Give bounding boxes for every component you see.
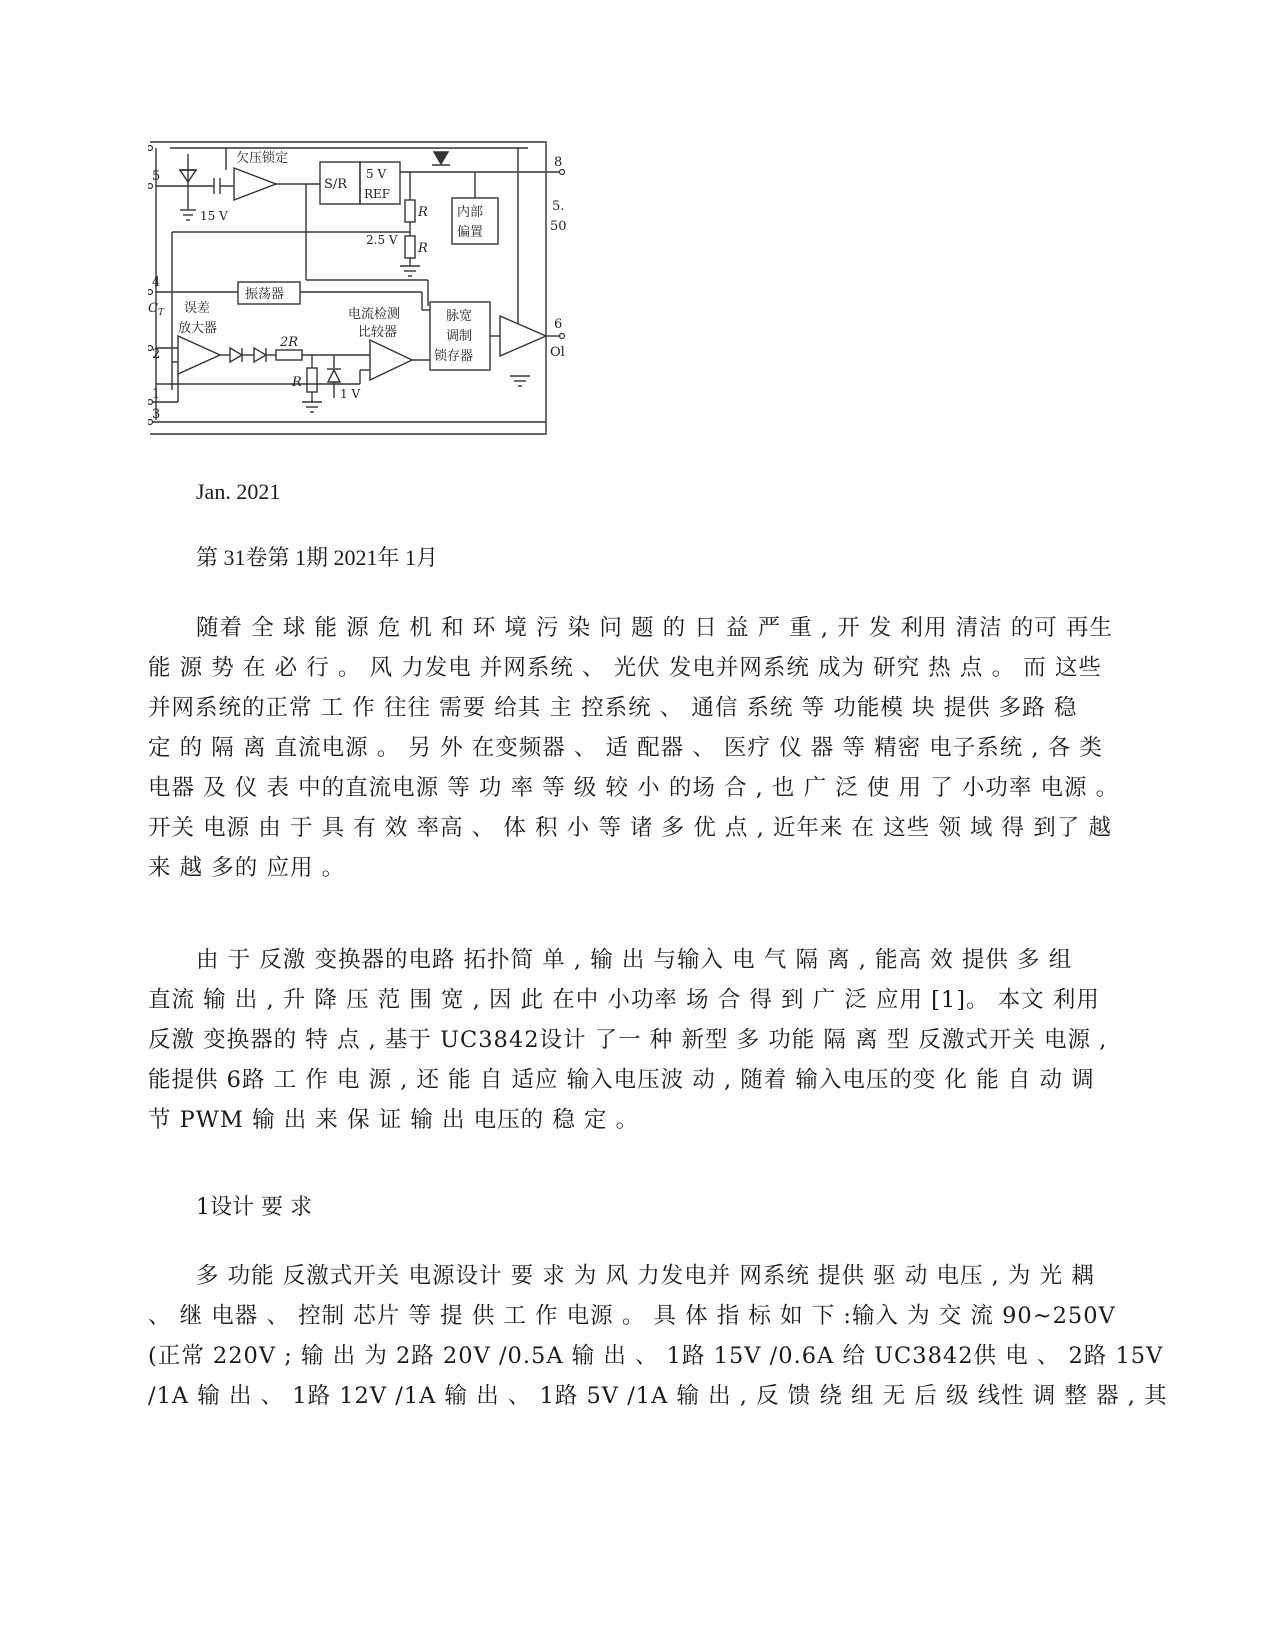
label-cs-2: 比较器 (358, 325, 398, 340)
uc3842-block-diagram (148, 140, 578, 440)
paragraph-line: 反激 变换器的 特 点 , 基于 UC3842设计 了一 种 新型 多 功能 隔 离 型 反激式开关 电源 , (148, 1027, 1108, 1053)
label-ea-1: 误差 (184, 301, 211, 316)
paragraph-flyback (148, 940, 1108, 1140)
label-cs-1: 电流检测 (348, 307, 401, 322)
paragraph-line: 随着 全 球 能 源 危 机 和 环 境 污 染 问 题 的 日 益 严 重 , 开 发 利用 清洁 的可 再生 (196, 615, 1113, 641)
label-15v: 15 V (200, 209, 228, 223)
resistor-r (307, 368, 317, 392)
label-pwm-1: 脉宽 (446, 309, 473, 324)
pin-2-label: 2 (152, 347, 161, 362)
pin-5-label: 5 (152, 169, 161, 184)
paragraph-line: /1A 输 出 、 1路 12V /1A 输 出 、 1路 5V /1A 输 出 , 反 馈 绕 组 无 后 级 线性 调 整 器 , 其 (148, 1383, 1168, 1409)
cut-text-a: 5. (552, 199, 565, 214)
pin-3-label: 3 (152, 407, 161, 422)
label-bias-2: 偏置 (457, 225, 484, 240)
section-heading: 1设计 要 求 (196, 1195, 312, 1220)
cut-text-b: 50 (550, 219, 567, 234)
paragraph-line: 来 越 多的 应用 。 (148, 855, 346, 881)
error-amplifier (178, 336, 220, 374)
pin-ct-label: $C_T$ (148, 301, 164, 318)
divider-resistor-2 (405, 236, 415, 258)
block-diagram-svg (148, 140, 578, 440)
resistor-2r (276, 350, 302, 360)
paragraph-line: 定 的 隔 离 直流电源 。 另 外 在变频器 、 适 配器 、 医疗 仪 器 等 精密 电子系统 , 各 类 (148, 735, 1103, 761)
uvlo-amplifier (234, 168, 276, 200)
pin-6-label: 6 (554, 317, 563, 332)
divider-resistor-1 (405, 200, 415, 222)
cut-text-c: Ol (550, 345, 565, 360)
pin-8-label: 8 (554, 155, 563, 170)
paragraph-line: 电器 及 仪 表 中的直流电源 等 功 率 等 级 较 小 的场 合 , 也 广 泛 使 用 了 小功率 电源 。 (148, 775, 1120, 801)
current-sense-comparator (370, 340, 412, 380)
label-pwm-2: 调制 (446, 329, 473, 344)
label-2-5v: 2.5 V (366, 233, 398, 247)
label-ref: REF (364, 187, 391, 201)
paragraph-line: 、 继 电器 、 控制 芯片 等 提 供 工 作 电源 。 具 体 指 标 如 下 :输入 为 交 流 90~250V (148, 1303, 1116, 1329)
output-driver (500, 316, 546, 356)
pin-1-label: 1 (152, 387, 161, 402)
paragraph-line: 节 PWM 输 出 来 保 证 输 出 电压的 稳 定 。 (148, 1107, 640, 1133)
label-ea-2: 放大器 (178, 321, 218, 336)
label-2r: 2R (280, 335, 299, 350)
label-oscillator: 振荡器 (245, 287, 285, 302)
paragraph-line: (正常 220V ; 输 出 为 2路 20V /0.5A 输 出 、 1路 15V /0.6A 给 UC3842供 电 、 2路 15V (148, 1343, 1164, 1369)
label-bias-1: 内部 (457, 205, 484, 220)
label-1v: 1 V (340, 387, 361, 401)
date-english: Jan. 2021 (196, 479, 281, 504)
label-r2: R (418, 241, 428, 256)
label-sr: S/R (324, 177, 348, 192)
issue-chinese: 第 31卷第 1期 2021年 1月 (196, 545, 439, 570)
paragraph-line: 直流 输 出 , 升 降 压 范 围 宽 , 因 此 在中 小功率 场 合 得 到 广 泛 应用 [1]。 本文 利用 (148, 987, 1100, 1013)
label-r1: R (418, 205, 428, 220)
paragraph-line: 并网系统的正常 工 作 往往 需要 给其 主 控系统 、 通信 系统 等 功能模 块 提供 多路 稳 (148, 695, 1078, 721)
label-r3: R (292, 375, 302, 390)
paragraph-requirements (148, 1256, 1168, 1416)
paragraph-line: 能 源 势 在 必 行 。 风 力发电 并网系统 、 光伏 发电并网系统 成为 研究 热 点 。 而 这些 (148, 655, 1102, 681)
paragraph-intro (148, 608, 1120, 888)
paragraph-line: 多 功能 反激式开关 电源设计 要 求 为 风 力发电并 网系统 提供 驱 动 电压 , 为 光 耦 (196, 1263, 1095, 1289)
paragraph-line: 能提供 6路 工 作 电 源 , 还 能 自 适应 输入电压波 动 , 随着 输入电压的变 化 能 自 动 调 (148, 1067, 1095, 1093)
paragraph-line: 由 于 反激 变换器的电路 拓扑简 单 , 输 出 与输入 电 气 隔 离 , 能高 效 提供 多 组 (196, 947, 1073, 973)
paragraph-line: 开关 电源 由 于 具 有 效 率高 、 体 积 小 等 诸 多 优 点 , 近年来 在 这些 领 域 得 到了 越 (148, 815, 1112, 841)
label-5v: 5 V (366, 167, 387, 181)
pin-4-label: 4 (152, 275, 161, 290)
label-pwm-3: 锁存器 (434, 349, 474, 364)
label-uvlo: 欠压锁定 (236, 151, 289, 166)
